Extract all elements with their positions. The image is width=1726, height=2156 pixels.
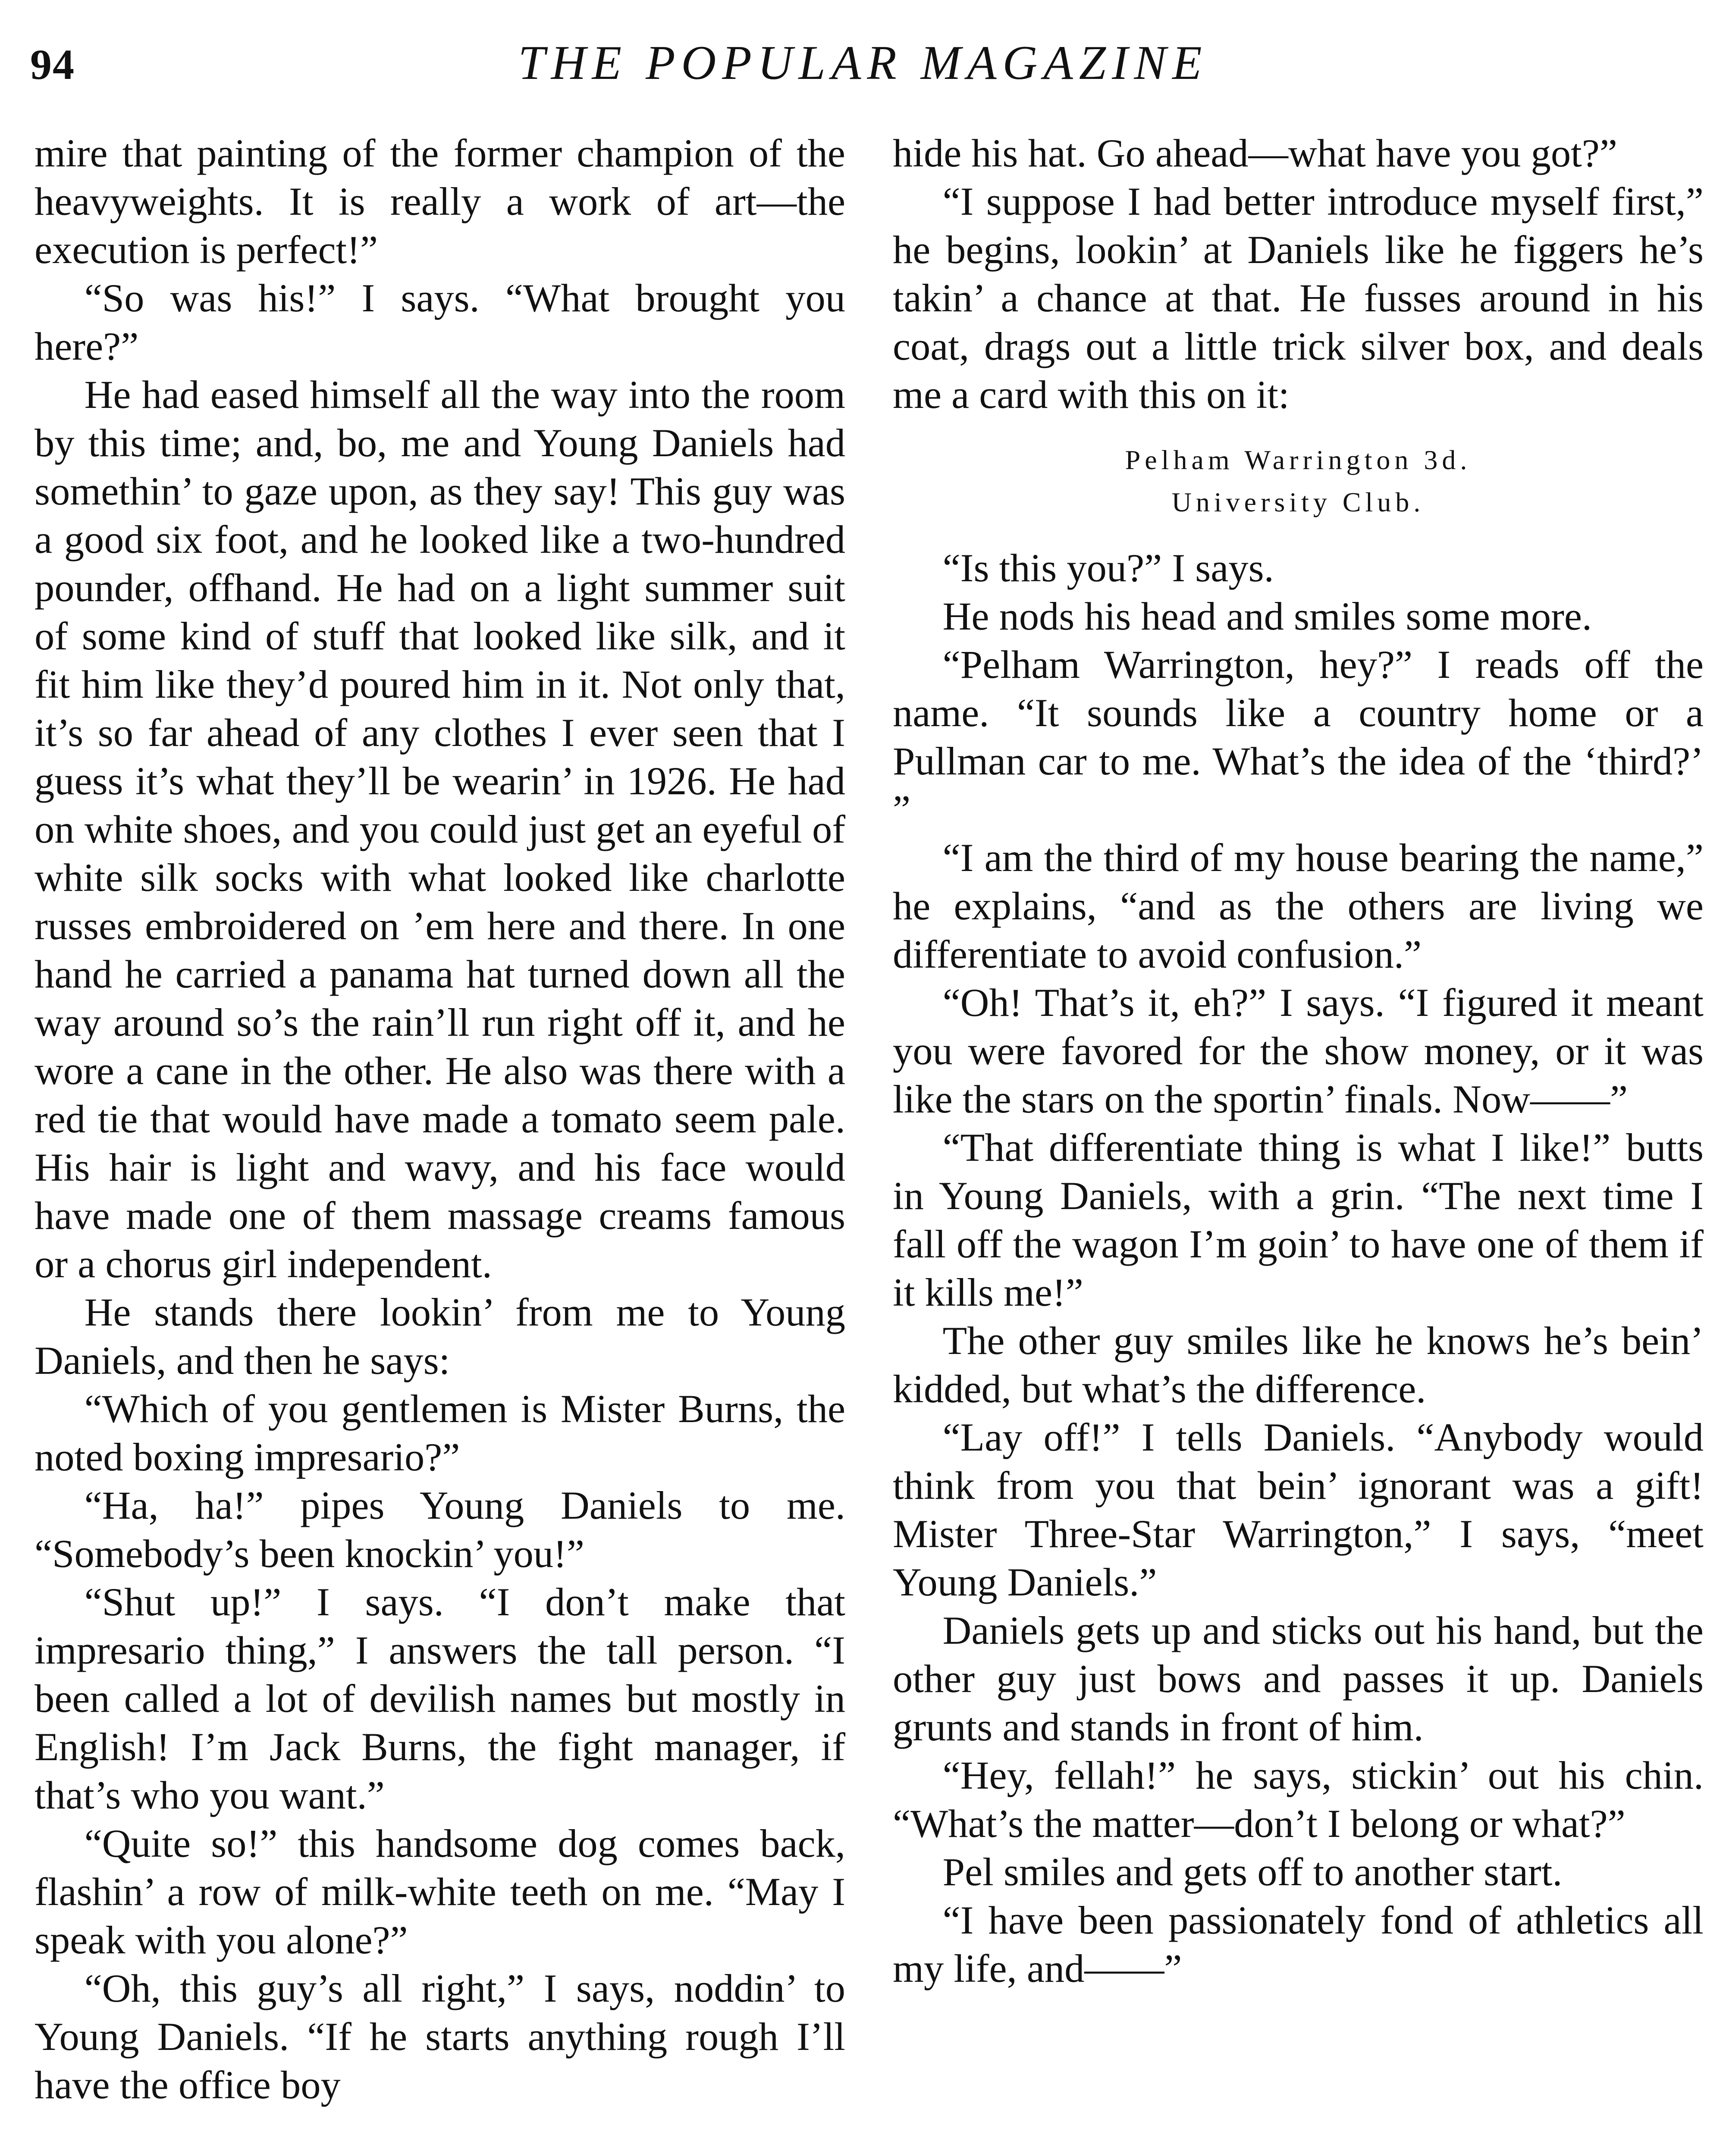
- paragraph: “Pelham Warrington, hey?” I reads off the name. “It sounds like a country home or a Pullman car to me. What’s the idea of the ‘third?’ ”: [893, 643, 1704, 832]
- paragraph: “Oh, this guy’s all right,” I says, noddin’ to Young Daniels. “If he starts anything rough I’ll have the office boy: [35, 1967, 845, 2107]
- paragraph: “Oh! That’s it, eh?” I says. “I figured it meant you were favored for the show money, or it was like the stars on the sportin’ finals. Now——”: [893, 981, 1704, 1122]
- paragraph: Pel smiles and gets off to another start.: [942, 1850, 1563, 1894]
- running-title: THE POPULAR MAGAZINE: [518, 36, 1208, 90]
- paragraph: “So was his!” I says. “What brought you here?”: [35, 276, 845, 369]
- paragraph: “Quite so!” this handsome dog comes back, flashin’ a row of milk-white teeth on me. “May I speak with you alone?”: [35, 1822, 845, 1962]
- page-header: [0, 35, 1726, 96]
- card-club: University Club.: [1171, 487, 1425, 517]
- paragraph: “Hey, fellah!” he says, stickin’ out his chin. “What’s the matter—don’t I belong or what?”: [893, 1754, 1704, 1846]
- calling-card: [893, 439, 1704, 523]
- left-column: [35, 129, 845, 2109]
- paragraph: “Lay off!” I tells Daniels. “Anybody would think from you that bein’ ignorant was a gift! Mister Three-Star Warrington,” I says, “meet Young Daniels.”: [893, 1416, 1704, 1604]
- paragraph: “I am the third of my house bearing the name,” he explains, “and as the others are living we differentiate to avoid confusion.”: [893, 836, 1704, 977]
- paragraph: “Shut up!” I says. “I don’t make that impresario thing,” I answers the tall person. “I been called a lot of devilish names but mostly in English! I’m Jack Burns, the fight manager, if that’s who you want.”: [35, 1580, 845, 1818]
- paragraph: “Which of you gentlemen is Mister Burns, the noted boxing impresario?”: [35, 1387, 845, 1479]
- right-column: [893, 129, 1704, 1993]
- paragraph: hide his hat. Go ahead—what have you got?”: [893, 132, 1617, 175]
- paragraph: “I have been passionately fond of athletics all my life, and——”: [893, 1899, 1704, 1991]
- paragraph: mire that painting of the former champion of the heavyweights. It is really a work of art—the execution is perfect!”: [35, 132, 845, 272]
- paragraph: He nods his head and smiles some more.: [942, 595, 1592, 639]
- card-name: Pelham Warrington 3d.: [1125, 445, 1472, 475]
- paragraph: He had eased himself all the way into the room by this time; and, bo, me and Young Daniels had somethin’ to gaze upon, as they say! This guy was a good six foot, and he looked like a two-hundred pounder, offhand. He had on a light summer suit of some kind of stuff that looked like silk, and it fit him like they’d poured him in it. Not only that, it’s so far ahead of any clothes I ever seen that I guess it’s what they’ll be wearin’ in 1926. He had on white shoes, and you could just get an eyeful of white silk socks with what looked like charlotte russes embroidered on ’em here and there. In one hand he carried a panama hat turned down all the way around so’s the rain’ll run right off it, and he wore a cane in the other. He also was there with a red tie that would have made a tomato seem pale. His hair is light and wavy, and his face would have made one of them massage creams famous or a chorus girl independent.: [35, 373, 845, 1286]
- paragraph: The other guy smiles like he knows he’s bein’ kidded, but what’s the difference.: [893, 1319, 1704, 1411]
- paragraph: “That differentiate thing is what I like!” butts in Young Daniels, with a grin. “The next time I fall off the wagon I’m goin’ to have one of them if it kills me!”: [893, 1126, 1704, 1315]
- page-number: 94: [30, 41, 75, 88]
- paragraph: “Ha, ha!” pipes Young Daniels to me. “Somebody’s been knockin’ you!”: [35, 1484, 845, 1576]
- paragraph: He stands there lookin’ from me to Young Daniels, and then he says:: [35, 1291, 845, 1383]
- paragraph: Daniels gets up and sticks out his hand, but the other guy just bows and passes it up. Daniels grunts and stands in front of him.: [893, 1609, 1704, 1749]
- paragraph: “Is this you?” I says.: [942, 546, 1274, 590]
- paragraph: “I suppose I had better introduce myself first,” he begins, lookin’ at Daniels like he figgers he’s takin’ a chance at that. He fusses around in his coat, drags out a little trick silver box, and deals me a card with this on it:: [893, 180, 1704, 417]
